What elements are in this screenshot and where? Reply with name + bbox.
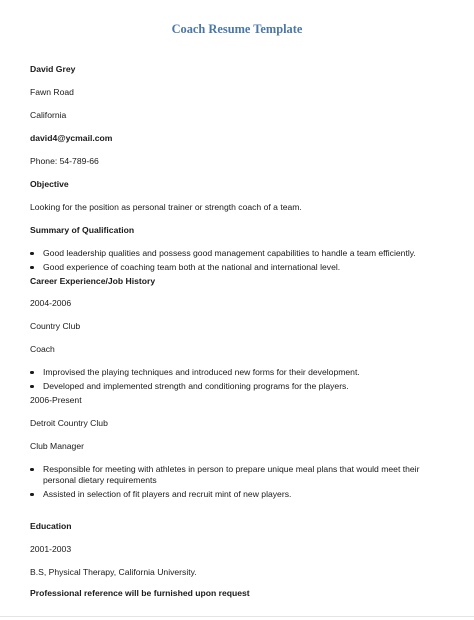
reference-note: Professional reference will be furnished upon request: [30, 588, 250, 598]
qualification-item: Good leadership qualities and possess good management capabilities to handle a team efficiently.: [43, 248, 416, 258]
divider: [0, 616, 474, 617]
education-degree: B.S, Physical Therapy, California University.: [30, 567, 197, 577]
job-duty: Developed and implemented strength and conditioning programs for the players.: [43, 381, 349, 391]
contact-street: Fawn Road: [30, 87, 74, 97]
page-title: Coach Resume Template: [171, 22, 303, 36]
qualification-heading: Summary of Qualification: [30, 225, 135, 235]
job-duty: Responsible for meeting with athletes in person to prepare unique meal plans that would meet their personal dietary requirements: [43, 464, 420, 485]
contact-state: California: [30, 110, 67, 120]
contact-name: David Grey: [30, 64, 76, 74]
education-heading: Education: [30, 521, 72, 531]
job-duty: Improvised the playing techniques and introduced new forms for their development.: [43, 367, 360, 377]
qualification-item: Good experience of coaching team both at the national and international level.: [43, 262, 341, 272]
bullet-icon: [30, 371, 34, 375]
job-period: 2004-2006: [30, 298, 72, 308]
contact-email: david4@ycmail.com: [30, 133, 113, 143]
experience-heading: Career Experience/Job History: [30, 276, 156, 286]
job-role: Club Manager: [30, 441, 84, 451]
job-company: Detroit Country Club: [30, 418, 108, 428]
objective-text: Looking for the position as personal trainer or strength coach of a team.: [30, 202, 302, 212]
job-company: Country Club: [30, 321, 81, 331]
bullet-icon: [30, 385, 34, 389]
objective-heading: Objective: [30, 179, 69, 189]
bullet-icon: [30, 493, 34, 497]
bullet-icon: [30, 252, 34, 256]
bullet-icon: [30, 266, 34, 270]
bullet-icon: [30, 468, 34, 472]
job-role: Coach: [30, 344, 55, 354]
job-duty: Assisted in selection of fit players and recruit mint of new players.: [43, 489, 292, 499]
education-period: 2001-2003: [30, 544, 72, 554]
job-period: 2006-Present: [30, 395, 82, 405]
contact-phone: Phone: 54-789-66: [30, 156, 99, 166]
